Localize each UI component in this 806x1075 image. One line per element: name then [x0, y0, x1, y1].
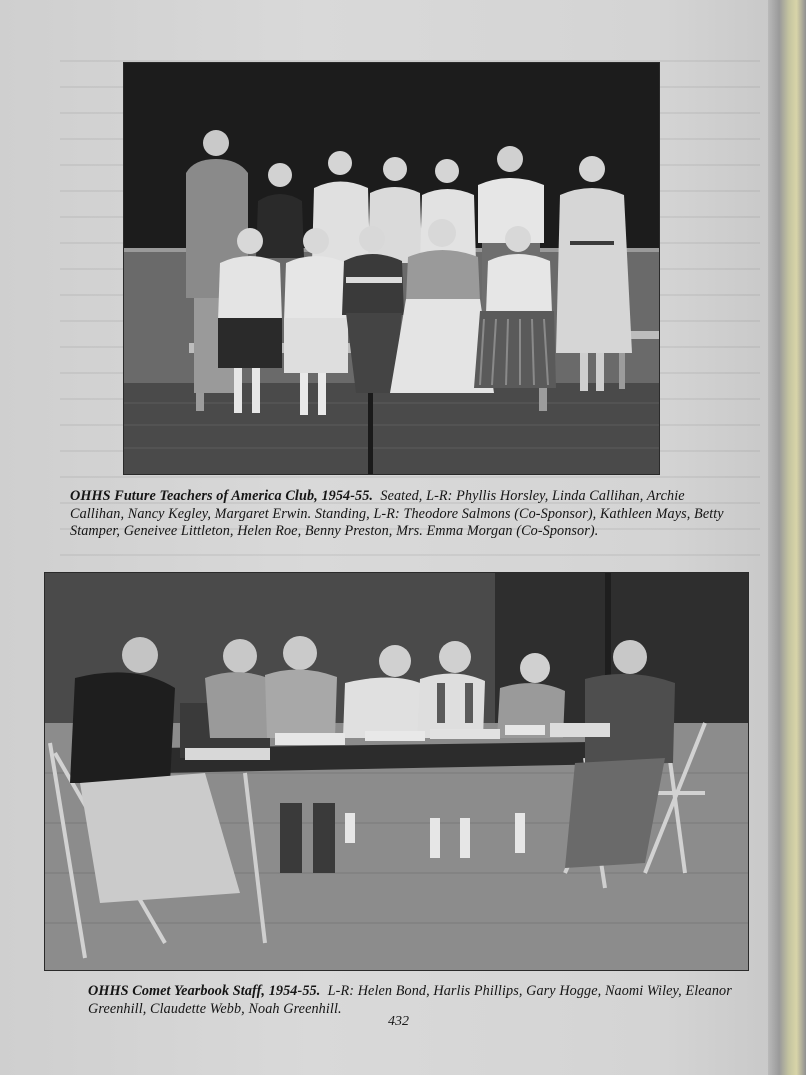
- book-spine-edge: [768, 0, 806, 1075]
- photo-future-teachers-club: [124, 63, 659, 474]
- caption-comet-yearbook-staff: [88, 983, 748, 1018]
- caption-title: OHHS Future Teachers of America Club, 1954-55.: [70, 488, 374, 504]
- caption-body: L-R: Helen Bond, Harlis Phillips, Gary Hogge, Naomi Wiley, Eleanor Greenhill, Claudette Webb, Noah Greenhill.: [88, 983, 732, 1017]
- caption-title: OHHS Comet Yearbook Staff, 1954-55.: [88, 983, 321, 999]
- photo-comet-yearbook-staff: [45, 573, 748, 970]
- page-number: 432: [388, 1014, 409, 1029]
- caption-future-teachers-club: [70, 488, 742, 541]
- caption-body: Seated, L-R: Phyllis Horsley, Linda Callihan, Archie Callihan, Nancy Kegley, Margaret Erwin. Standing, L-R: Theodore Salmons (Co-Sponsor), Kathleen Mays, Betty Stamper, Geneivee Littleton, Helen Roe, Benny Preston, Mrs. Emma Morgan (Co-Sponsor).: [70, 488, 724, 539]
